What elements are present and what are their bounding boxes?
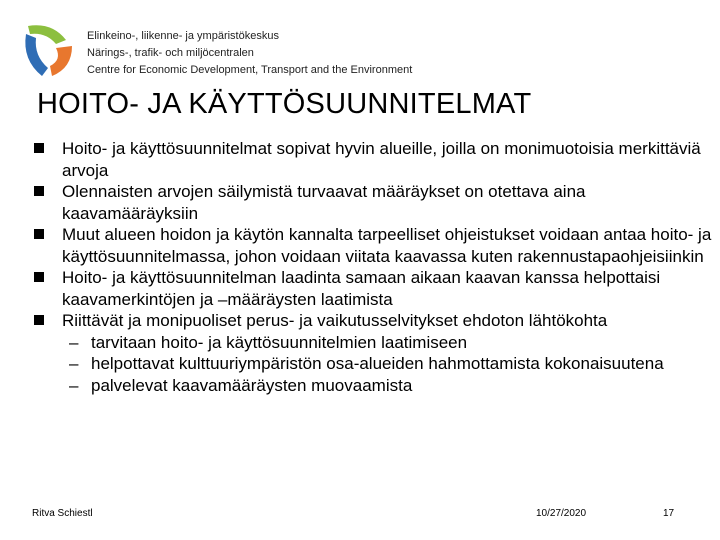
bullet-text: Olennaisten arvojen säilymistä turvaavat määräykset on otettava aina kaavamääräyksiin: [62, 182, 586, 223]
logo-blue-arc: [25, 34, 48, 76]
org-name-swedish: Närings-, trafik- och miljöcentralen: [87, 47, 254, 59]
org-name-finnish: Elinkeino-, liikenne- ja ympäristökeskus: [87, 30, 279, 42]
square-bullet-icon: [34, 186, 44, 196]
bullet-text: Muut alueen hoidon ja käytön kannalta tarpeelliset ohjeistukset voidaan antaa hoito- ja käyttösuunnitelmassa, johon voidaan viitata kaavassa kuten rakennustapaohjeisiinkin: [62, 225, 712, 266]
slide-content: [34, 138, 714, 396]
sub-bullet-text: helpottavat kulttuuriympäristön osa-alueiden hahmottamista kokonaisuutena: [91, 354, 664, 373]
bullet-text: Hoito- ja käyttösuunnitelman laadinta samaan aikaan kaavan kanssa helpottaisi kaavamerkintöjen ja –määräysten laatimista: [62, 268, 661, 309]
bullet-item: [34, 181, 714, 224]
footer-author: Ritva Schiestl: [32, 508, 93, 519]
organization-names: [87, 28, 412, 79]
footer-date: 10/27/2020: [536, 508, 587, 519]
sub-bullet-text: palvelevat kaavamääräysten muovaamista: [91, 375, 413, 395]
bullet-item: [34, 224, 714, 267]
bullet-item: [34, 310, 714, 332]
sub-bullet-item: [34, 332, 714, 354]
ely-centre-logo: [22, 20, 78, 78]
square-bullet-icon: [34, 315, 44, 325]
square-bullet-icon: [34, 272, 44, 282]
bullet-text: Riittävät ja monipuoliset perus- ja vaikutusselvitykset ehdoton lähtökohta: [62, 311, 608, 330]
square-bullet-icon: [34, 229, 44, 239]
dash-marker: –: [69, 332, 79, 352]
bullet-text: Hoito- ja käyttösuunnitelmat sopivat hyvin alueille, joilla on monimuotoisia merkittäviä arvoja: [62, 139, 701, 180]
dash-marker: –: [69, 375, 79, 395]
sub-bullet-item: [34, 353, 714, 375]
dash-marker: –: [69, 354, 79, 373]
bullet-item: [34, 267, 714, 310]
bullet-item: [34, 138, 714, 181]
slide-title: HOITO- JA KÄYTTÖSUUNNITELMAT: [37, 88, 532, 120]
sub-bullet-text: tarvitaan hoito- ja käyttösuunnitelmien laatimiseen: [91, 332, 468, 352]
logo-orange-arc: [50, 46, 72, 76]
footer-page-number: 17: [663, 508, 675, 519]
sub-bullet-item: [34, 375, 714, 397]
square-bullet-icon: [34, 143, 44, 153]
org-name-english: Centre for Economic Development, Transport and the Environment: [87, 64, 413, 76]
